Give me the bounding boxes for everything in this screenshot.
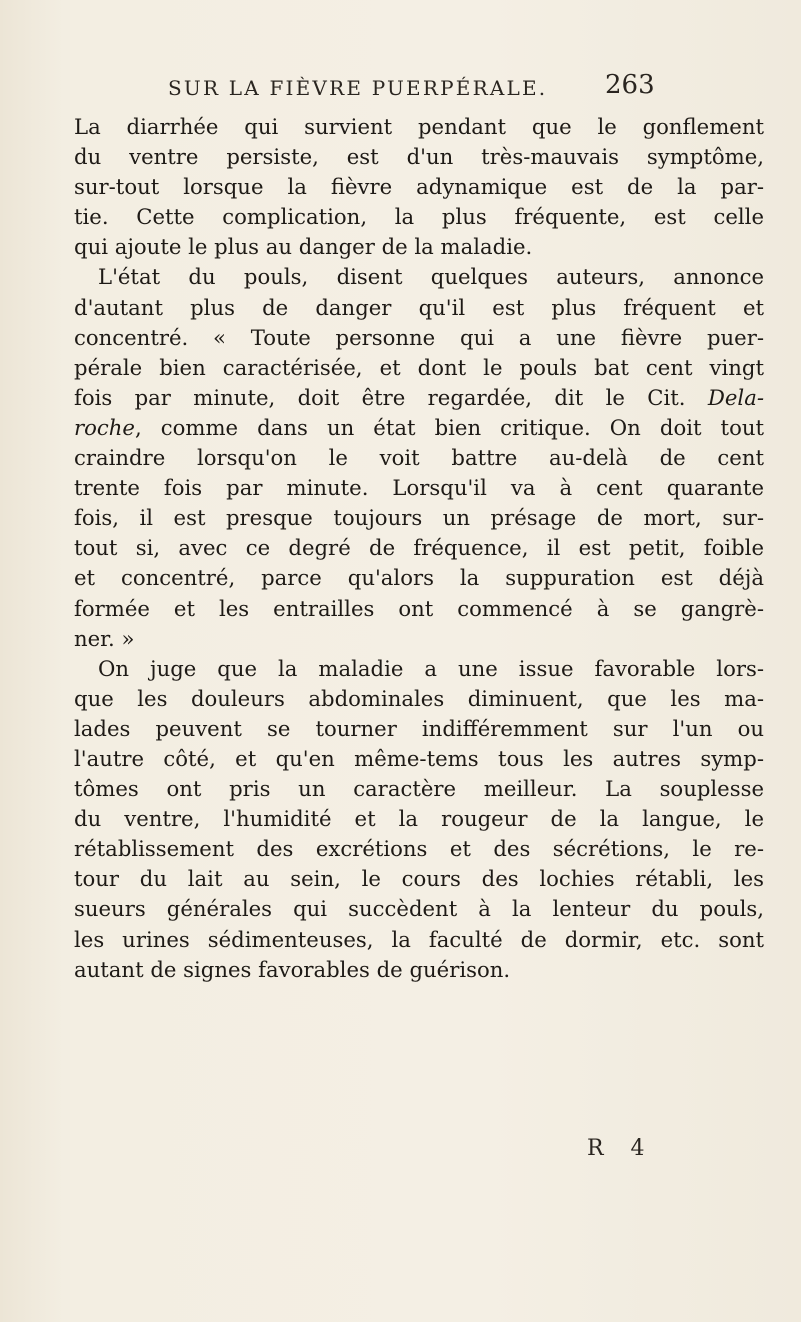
text-line: fois, il est presque toujours un présage de mort, sur- — [74, 505, 764, 531]
signature-mark: R 4 — [587, 1136, 655, 1161]
page-number: 263 — [605, 70, 655, 100]
text-line: du ventre, l'humidité et la rougeur de la langue, le — [74, 806, 764, 832]
text-line: trente fois par minute. Lorsqu'il va à cent quarante — [74, 475, 764, 501]
text-line: ner. » — [74, 625, 135, 651]
text-line: concentré. « Toute personne qui a une fièvre puer- — [74, 324, 764, 350]
text-line: tour du lait au sein, le cours des lochies rétabli, les — [74, 866, 764, 892]
italic-name: roche — [74, 414, 135, 440]
text-line: d'autant plus de danger qu'il est plus fréquent et — [74, 294, 764, 320]
text-line: l'autre côté, et qu'en même-tems tous les autres symp- — [74, 745, 764, 771]
text-line — [74, 383, 764, 413]
text-line: formée et les entrailles ont commencé à se gangrè- — [74, 595, 764, 621]
text-line: pérale bien caractérisée, et dont le pouls bat cent vingt — [74, 354, 764, 380]
text-line: tômes ont pris un caractère meilleur. La souplesse — [74, 776, 764, 802]
italic-name: Dela- — [707, 384, 764, 410]
line-text: fois par minute, doit être regardée, dit le Cit. — [74, 384, 686, 410]
text-line: tie. Cette complication, la plus fréquente, est celle — [74, 204, 764, 230]
text-line: sueurs générales qui succèdent à la lenteur du pouls, — [74, 896, 764, 922]
running-title: SUR LA FIÈVRE PUERPÉRALE. — [168, 76, 548, 100]
body-text — [74, 112, 764, 985]
text-line: autant de signes favorables de guérison. — [74, 956, 511, 982]
text-line: rétablissement des excrétions et des sécrétions, le re- — [74, 836, 764, 862]
text-line: On juge que la maladie a une issue favorable lors- — [98, 655, 764, 681]
text-line: et concentré, parce qu'alors la suppuration est déjà — [74, 565, 764, 591]
running-header — [168, 70, 668, 100]
text-line: craindre lorsqu'on le voit battre au-delà de cent — [74, 445, 764, 471]
text-line: L'état du pouls, disent quelques auteurs, annonce — [98, 264, 764, 290]
text-line: que les douleurs abdominales diminuent, que les ma- — [74, 685, 764, 711]
text-line: les urines sédimenteuses, la faculté de dormir, etc. sont — [74, 926, 764, 952]
text-line: qui ajoute le plus au danger de la maladie. — [74, 234, 533, 260]
text-line: tout si, avec ce degré de fréquence, il est petit, foible — [74, 535, 764, 561]
text-line — [74, 413, 764, 443]
line-text: , comme dans un état bien critique. On doit tout — [134, 414, 764, 440]
text-line: sur-tout lorsque la fièvre adynamique est de la par- — [74, 174, 764, 200]
text-line: du ventre persiste, est d'un très-mauvais symptôme, — [74, 144, 764, 170]
text-line: lades peuvent se tourner indifféremment sur l'un ou — [74, 715, 764, 741]
text-line: La diarrhée qui survient pendant que le gonflement — [74, 114, 764, 139]
